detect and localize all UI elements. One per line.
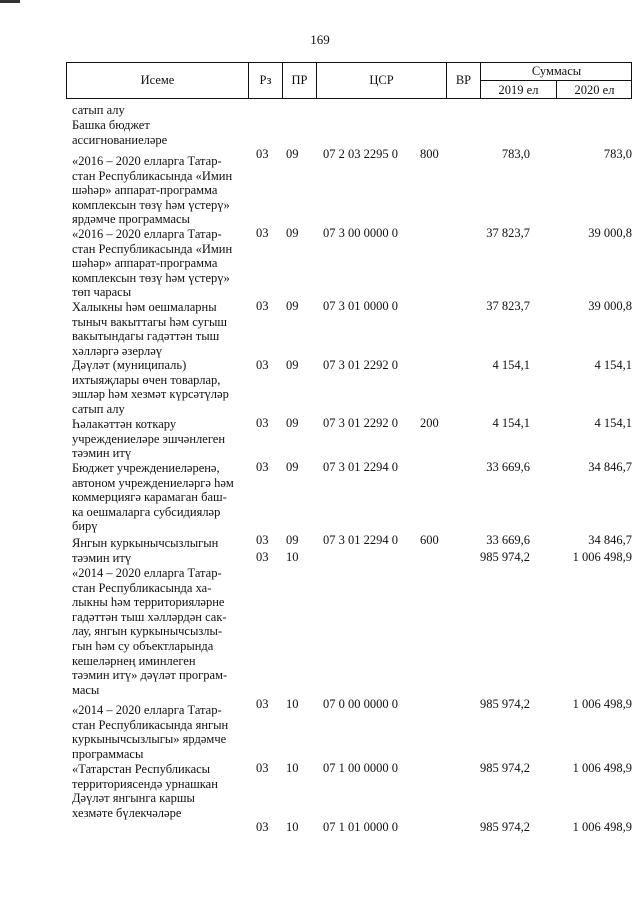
row-name-line: куркынычсызлыгы» ярдәмче (72, 732, 227, 747)
row-name-line: Халыкны һәм оешмаларны (72, 300, 217, 314)
row-name-line: шәһәр» аппарат-программа (72, 183, 218, 198)
row-name (72, 536, 242, 565)
row-rz: 03 (256, 299, 269, 314)
row-value-2020: 34 846,7 (588, 460, 632, 475)
row-name-line: комплексын төзү һәм үстерү» (72, 197, 230, 212)
row-name-line: Һәлакәттән коткару (72, 417, 177, 431)
row-name-line: «2016 – 2020 елларга Татар- (72, 227, 222, 241)
row-name-line: гын һәм су объектларында (72, 638, 214, 653)
row-name-line: «2014 – 2020 елларга Татар- (72, 703, 222, 717)
row-value-2020: 39 000,8 (588, 226, 632, 241)
row-name-line: ихтыяҗлары өчен товарлар, (72, 372, 221, 387)
row-value-2019: 985 974,2 (480, 760, 530, 775)
row-name-line: стан Республикасында «Имин (72, 168, 233, 183)
row-name-line: Башка бюджет (72, 118, 150, 132)
row-csr: 07 2 03 2295 0 (323, 146, 398, 161)
row-pr: 09 (286, 226, 299, 241)
row-rz: 03 (256, 550, 269, 564)
row-csr: 07 0 00 0000 0 (323, 696, 398, 711)
row-value-2019: 4 154,1 (492, 357, 530, 372)
row-name-line: вакытындагы гадәттән тыш (72, 329, 220, 344)
row-name-line: тыныч вакыттагы һәм сугыш (72, 314, 228, 329)
row-name-line: гадәттән тыш хәлләрдән сак- (72, 609, 227, 624)
row-name (72, 227, 242, 300)
header-vr: ВР (447, 63, 481, 98)
row-value-2020: 1 006 498,9 (572, 819, 632, 834)
row-name-line: тәэмин итү (72, 446, 132, 461)
row-pr: 10 (286, 819, 299, 834)
row-rz: 03 (256, 357, 269, 372)
row-pr: 10 (286, 760, 299, 775)
row-name-line: сатып алу (72, 401, 125, 416)
row-name-line: Дәүләт янгынга каршы (72, 791, 195, 806)
row-pr: 10 (286, 550, 299, 564)
row-value-2020: 1 006 498,9 (572, 760, 632, 775)
row-vr: 600 (420, 533, 439, 548)
header-rz: Рз (249, 63, 283, 98)
row-name-line: «2016 – 2020 елларга Татар- (72, 154, 222, 168)
row-name-line: сатып алу (72, 103, 125, 117)
row-csr: 07 3 01 2292 0 (323, 357, 398, 372)
row-value-2020: 34 846,7 (588, 533, 632, 548)
row-name-line: кешеләрнең иминлеген (72, 653, 196, 668)
header-2019: 2019 ел (481, 81, 557, 99)
row-value-2019: 33 669,6 (486, 460, 530, 475)
row-rz: 03 (256, 760, 269, 775)
table-header (66, 62, 632, 99)
row-csr: 07 3 01 0000 0 (323, 299, 398, 314)
row-csr: 07 3 01 2292 0 (323, 415, 398, 430)
row-pr: 10 (286, 696, 299, 711)
row-pr: 09 (286, 357, 299, 372)
row-csr: 07 3 01 2294 0 (323, 460, 398, 475)
row-name-line: «Татарстан Республикасы (72, 762, 211, 776)
row-name (72, 154, 242, 227)
row-name-line: ярдәмче программасы (72, 212, 190, 227)
row-value-2019: 985 974,2 (480, 819, 530, 834)
row-name-line: хезмәте бүлекчәләре (72, 805, 182, 820)
row-name-line: Бюджет учреждениеләренә, (72, 461, 220, 475)
row-name-line: коммерциягә карамаган баш- (72, 490, 227, 505)
row-name-line: Янгын куркынычсызлыгын (72, 536, 219, 550)
header-csr: ЦСР (317, 63, 447, 98)
row-value-2020: 783,0 (603, 146, 632, 161)
row-value-2019: 783,0 (501, 146, 530, 161)
row-name (72, 103, 242, 118)
row-name-line: шәһәр» аппарат-программа (72, 256, 218, 271)
row-value-2019: 37 823,7 (486, 299, 530, 314)
row-name-line: программасы (72, 746, 144, 761)
row-rz: 03 (256, 819, 269, 834)
row-csr: 07 1 01 0000 0 (323, 819, 398, 834)
row-pr: 09 (286, 460, 299, 475)
row-name-line: масы (72, 682, 100, 697)
row-pr: 09 (286, 533, 299, 548)
row-value-2020: 4 154,1 (594, 357, 632, 372)
row-vr: 200 (420, 415, 439, 430)
row-name (72, 762, 242, 820)
row-name (72, 417, 242, 461)
row-name (72, 461, 242, 534)
row-csr: 07 3 01 2294 0 (323, 533, 398, 548)
row-name-line: стан Республикасында «Имин (72, 241, 233, 256)
header-sums-label: Суммасы (481, 63, 632, 81)
row-rz: 03 (256, 460, 269, 475)
row-name-line: хәлләргә әзерләү (72, 343, 163, 358)
row-rz: 03 (256, 696, 269, 711)
row-value-2019: 985 974,2 (480, 696, 530, 711)
row-name-line: лау, янгын куркынычсызлы- (72, 624, 223, 639)
row-name-line: стан Республикасында янгын (72, 717, 229, 732)
row-rz: 03 (256, 146, 269, 161)
corner-mark (0, 0, 20, 3)
header-2020: 2020 ел (574, 83, 615, 97)
row-value-2020: 4 154,1 (594, 415, 632, 430)
row-name-line: бирү (72, 519, 98, 534)
row-name-line: ка оешмаларга субсидияләр (72, 504, 221, 519)
row-value-2020: 1 006 498,9 (572, 550, 632, 564)
row-name (72, 566, 242, 697)
header-name: Исеме (67, 63, 249, 98)
row-name-line: тәэмин итү (72, 550, 132, 565)
page-number: 169 (310, 32, 330, 47)
row-name-line: автоном учреждениеләргә һәм (72, 475, 234, 490)
row-name-line: эшләр һәм хезмәт күрсәтүләр (72, 387, 229, 402)
row-name-line: Дәүләт (муниципаль) (72, 358, 187, 372)
row-name-line: стан Республикасында ха- (72, 580, 212, 595)
row-csr: 07 1 00 0000 0 (323, 760, 398, 775)
header-pr: ПР (283, 63, 317, 98)
row-name-line: төп чарасы (72, 285, 132, 300)
row-value-2020: 39 000,8 (588, 299, 632, 314)
row-name-line: тәэмин итү» дәүләт програм- (72, 668, 228, 683)
row-name-line: ассигнованиеләре (72, 132, 168, 147)
row-name-line: территориясендә урнашкан (72, 776, 218, 791)
row-name-line: лыкны һәм территорияләрне (72, 595, 225, 610)
row-csr: 07 3 00 0000 0 (323, 226, 398, 241)
row-value-2019: 37 823,7 (486, 226, 530, 241)
row-name (72, 703, 242, 761)
row-name-line: учреждениеләре эшчәнлеген (72, 431, 226, 446)
row-rz: 03 (256, 226, 269, 241)
row-vr: 800 (420, 146, 439, 161)
row-rz: 03 (256, 533, 269, 548)
row-value-2019: 33 669,6 (486, 533, 530, 548)
row-name (72, 358, 242, 416)
header-sums (481, 63, 632, 98)
row-name-line: комплексын төзү һәм үстерү» (72, 270, 230, 285)
row-value-2019: 985 974,2 (480, 550, 530, 564)
row-pr: 09 (286, 146, 299, 161)
row-value-2020: 1 006 498,9 (572, 696, 632, 711)
row-value-2019: 4 154,1 (492, 415, 530, 430)
row-rz: 03 (256, 415, 269, 430)
row-name (72, 300, 242, 358)
row-name (72, 118, 242, 147)
row-pr: 09 (286, 299, 299, 314)
row-pr: 09 (286, 415, 299, 430)
row-name-line: «2014 – 2020 елларга Татар- (72, 566, 222, 580)
